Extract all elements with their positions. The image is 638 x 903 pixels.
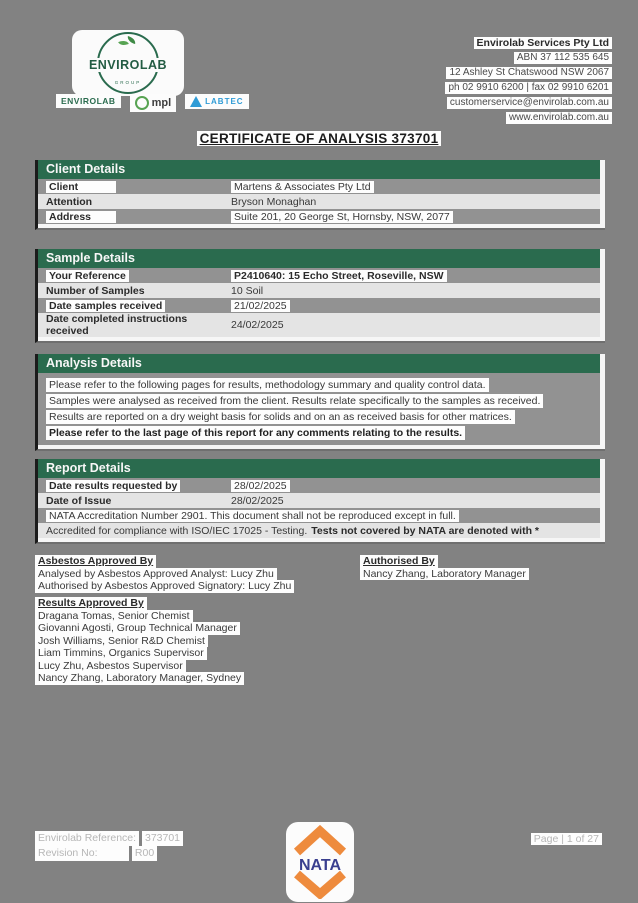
revision-value: R00 <box>132 846 157 861</box>
row-label: Your Reference <box>46 270 129 282</box>
sample-details-header: Sample Details <box>38 249 600 268</box>
row-label: Address <box>46 211 116 223</box>
results-approved-block <box>35 597 244 685</box>
reference-label: Envirolab Reference: <box>35 831 139 846</box>
row-label: Date of Issue <box>46 494 112 507</box>
company-name: Envirolab Services Pty Ltd <box>445 36 612 49</box>
row-value: Suite 201, 20 George St, Hornsby, NSW, 2077 <box>231 211 453 223</box>
analysis-line: Results are reported on a dry weight basis for solids and on an as received basis for other matrices. <box>46 409 600 424</box>
nata-chevron-up-icon <box>297 831 343 852</box>
logo-subtext: GROUP <box>114 80 142 85</box>
analysis-details-section <box>35 354 605 451</box>
company-website[interactable]: www.envirolab.com.au <box>445 110 612 124</box>
table-row <box>38 194 600 209</box>
row-value: 28/02/2025 <box>231 480 290 492</box>
logo-text: ENVIROLAB <box>88 58 168 72</box>
company-abn: ABN 37 112 535 645 <box>445 50 612 64</box>
mpl-label: mpl <box>151 97 172 109</box>
row-value: Martens & Associates Pty Ltd <box>231 181 374 193</box>
company-address: 12 Ashley St Chatswood NSW 2067 <box>445 65 612 79</box>
accreditation-bold-text: Tests not covered by NATA are denoted with * <box>311 524 539 537</box>
title-text: CERTIFICATE OF ANALYSIS 373701 <box>197 131 442 146</box>
asbestos-authorised-line: Authorised by Asbestos Approved Signatory: Lucy Zhu <box>35 580 294 593</box>
accreditation-normal-text: Accredited for compliance with ISO/IEC 17025 - Testing. <box>46 524 308 537</box>
company-email[interactable]: customerservice@envirolab.com.au <box>445 95 612 109</box>
table-row <box>38 209 600 224</box>
page-number: Page | 1 of 27 <box>531 833 602 845</box>
analysis-line: Please refer to the last page of this report for any comments relating to the results. <box>46 425 600 440</box>
revision-line <box>35 846 183 861</box>
company-contact-block <box>445 36 612 125</box>
nata-logo-text: NATA <box>298 857 342 874</box>
nata-logo <box>286 822 354 902</box>
sample-details-section <box>35 249 605 343</box>
table-row <box>38 179 600 194</box>
approver-line: Nancy Zhang, Laboratory Manager, Sydney <box>35 672 244 685</box>
row-value: Bryson Monaghan <box>231 195 317 208</box>
row-value: 10 Soil <box>231 284 264 297</box>
row-label: Date completed instructions received <box>46 313 188 337</box>
leaf-icon <box>118 38 129 47</box>
authorised-by-line: Nancy Zhang, Laboratory Manager <box>360 568 529 581</box>
results-approved-heading: Results Approved By <box>35 597 244 610</box>
approver-line: Liam Timmins, Organics Supervisor <box>35 647 244 660</box>
approver-line: Dragana Tomas, Senior Chemist <box>35 610 244 623</box>
report-details-section <box>35 459 605 544</box>
nata-accreditation-text: NATA Accreditation Number 2901. This document shall not be reproduced except in full. <box>46 510 459 522</box>
row-label: Date results requested by <box>46 480 180 492</box>
logo-circle <box>88 32 168 94</box>
row-value: P2410640: 15 Echo Street, Roseville, NSW <box>231 270 447 282</box>
table-row <box>38 313 600 337</box>
approver-line: Josh Williams, Senior R&D Chemist <box>35 635 244 648</box>
asbestos-approved-block <box>35 555 294 593</box>
table-row <box>38 268 600 283</box>
analysis-details-body <box>38 373 600 445</box>
table-row <box>38 283 600 298</box>
analysis-details-header: Analysis Details <box>38 354 600 373</box>
footer-reference-block <box>35 831 183 861</box>
analysis-line: Samples were analysed as received from the client. Results relate specifically to the samples as received. <box>46 393 600 408</box>
approver-line: Giovanni Agosti, Group Technical Manager <box>35 622 244 635</box>
nata-chevron-down-icon <box>297 874 343 894</box>
row-value: 21/02/2025 <box>231 300 290 312</box>
table-row <box>38 493 600 508</box>
authorised-by-block <box>360 555 529 580</box>
envirolab-reference-line <box>35 831 183 846</box>
table-row <box>38 478 600 493</box>
row-label: Number of Samples <box>46 284 145 297</box>
accreditation-compliance-row <box>38 523 600 538</box>
table-row <box>38 298 600 313</box>
authorised-by-heading: Authorised By <box>360 555 529 568</box>
mpl-leaf-icon <box>135 96 149 110</box>
client-details-header: Client Details <box>38 160 600 179</box>
sub-logos-row <box>56 94 249 112</box>
nata-logo-graphic <box>290 825 350 899</box>
envirolab-group-logo <box>72 30 184 96</box>
nata-accreditation-row <box>38 508 600 523</box>
row-value: 24/02/2025 <box>231 319 284 331</box>
row-label: Date samples received <box>46 300 165 312</box>
document-title <box>0 130 638 148</box>
reference-value: 373701 <box>142 831 183 846</box>
client-details-section <box>35 160 605 230</box>
approver-line: Lucy Zhu, Asbestos Supervisor <box>35 660 244 673</box>
revision-label: Revision No: <box>35 846 129 861</box>
asbestos-analysed-line: Analysed by Asbestos Approved Analyst: Lucy Zhu <box>35 568 294 581</box>
envirolab-services-label: ENVIROLAB <box>61 96 116 106</box>
mpl-logo <box>130 94 177 112</box>
company-phone-fax: ph 02 9910 6200 | fax 02 9910 6201 <box>445 80 612 94</box>
envirolab-services-logo <box>56 94 121 108</box>
report-details-header: Report Details <box>38 459 600 478</box>
row-label: Client <box>46 181 116 193</box>
labtec-label: LABTEC <box>205 97 244 106</box>
row-value: 28/02/2025 <box>231 494 284 507</box>
labtec-triangle-icon <box>190 96 202 107</box>
row-label: Attention <box>46 195 93 208</box>
labtec-logo <box>185 94 248 109</box>
analysis-line: Please refer to the following pages for results, methodology summary and quality control data. <box>46 377 600 392</box>
asbestos-approved-heading: Asbestos Approved By <box>35 555 294 568</box>
